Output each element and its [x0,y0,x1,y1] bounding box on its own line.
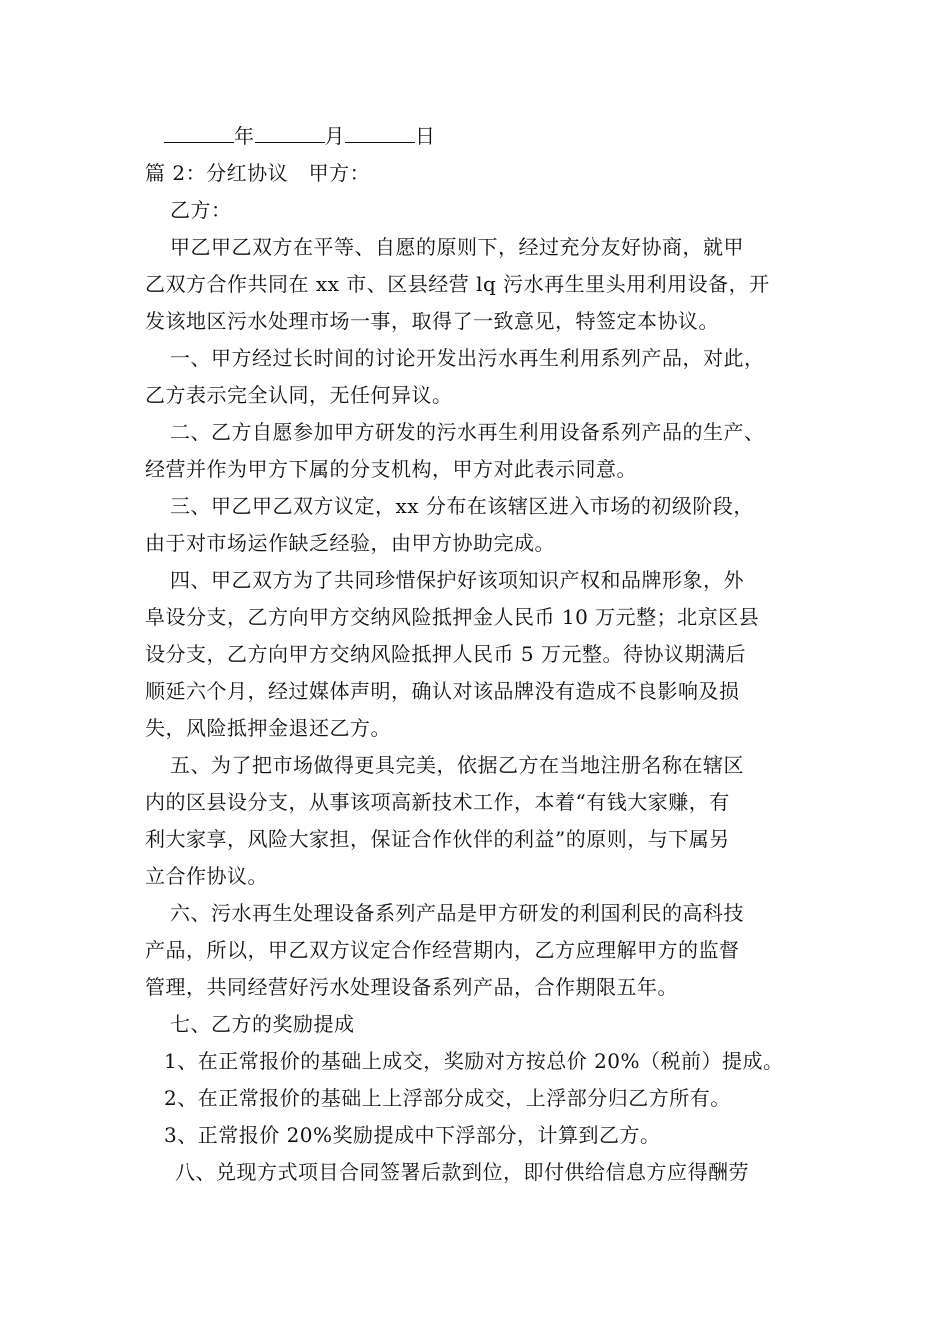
clause-4-line: 顺延六个月，经过媒体声明，确认对该品牌没有造成不良影响及损 [145,679,740,703]
clause-6-line: 管理，共同经营好污水处理设备系列产品，合作期限五年。 [145,975,678,999]
clause-3-line: 由于对市场运作缺乏经验，由甲方协助完成。 [145,531,555,555]
clause-7-heading: 七、乙方的奖励提成 [170,1012,355,1036]
day-label: 日 [415,124,436,148]
clause-6-line: 六、污水再生处理设备系列产品是甲方研发的利国利民的高科技 [170,901,744,925]
clause-8-line: 八、兑现方式项目合同签署后款到位，即付供给信息方应得酬劳 [175,1160,749,1184]
paragraph-line: 甲乙甲乙双方在平等、自愿的原则下，经过充分友好协商，就甲 [170,235,744,259]
clause-4-line: 四、甲乙双方为了共同珍惜保护好该项知识产权和品牌形象，外 [170,568,744,592]
paragraph-line: 发该地区污水处理市场一事，取得了一致意见，特签定本协议。 [145,309,719,333]
clause-7-item: 2、在正常报价的基础上上浮部分成交，上浮部分归乙方所有。 [164,1086,731,1110]
year-label: 年 [234,124,255,148]
clause-4-line: 失，风险抵押金退还乙方。 [145,716,391,740]
clause-2-line: 二、乙方自愿参加甲方研发的污水再生利用设备系列产品的生产、 [170,420,765,444]
clause-3-line: 三、甲乙甲乙双方议定，xx 分布在该辖区进入市场的初级阶段， [170,494,754,518]
document-body [145,118,815,1191]
clause-7-item: 1、在正常报价的基础上成交，奖励对方按总价 20%（税前）提成。 [164,1049,784,1073]
clause-2-line: 经营并作为甲方下属的分支机构，甲方对此表示同意。 [145,457,637,481]
section-heading: 篇 2：分红协议 甲方： [145,161,371,185]
clause-5-line: 利大家享，风险大家担，保证合作伙伴的利益”的原则，与下属另 [145,827,730,851]
month-label: 月 [324,124,345,148]
paragraph-line: 乙双方合作共同在 xx 市、区县经营 lq 污水再生里头用利用设备，开 [145,272,770,296]
clause-5-line: 五、为了把市场做得更具完美，依据乙方在当地注册名称在辖区 [170,753,744,777]
clause-1-line: 乙方表示完全认同，无任何异议。 [145,383,453,407]
day-blank[interactable] [345,118,415,143]
clause-5-line: 内的区县设分支，从事该项高新技术工作，本着“有钱大家赚，有 [145,790,730,814]
clause-7-item: 3、正常报价 20%奖励提成中下浮部分，计算到乙方。 [164,1123,661,1147]
month-blank[interactable] [255,118,325,143]
clause-5-line: 立合作协议。 [145,864,268,888]
party-b-label: 乙方： [170,198,232,222]
clause-1-line: 一、甲方经过长时间的讨论开发出污水再生利用系列产品，对此， [170,346,765,370]
clause-4-line: 阜设分支，乙方向甲方交纳风险抵押金人民币 10 万元整；北京区县 [145,605,760,629]
date-line [145,118,815,155]
year-blank[interactable] [164,118,234,143]
clause-6-line: 产品，所以，甲乙双方议定合作经营期内，乙方应理解甲方的监督 [145,938,740,962]
clause-4-line: 设分支，乙方向甲方交纳风险抵押人民币 5 万元整。待协议期满后 [145,642,746,666]
